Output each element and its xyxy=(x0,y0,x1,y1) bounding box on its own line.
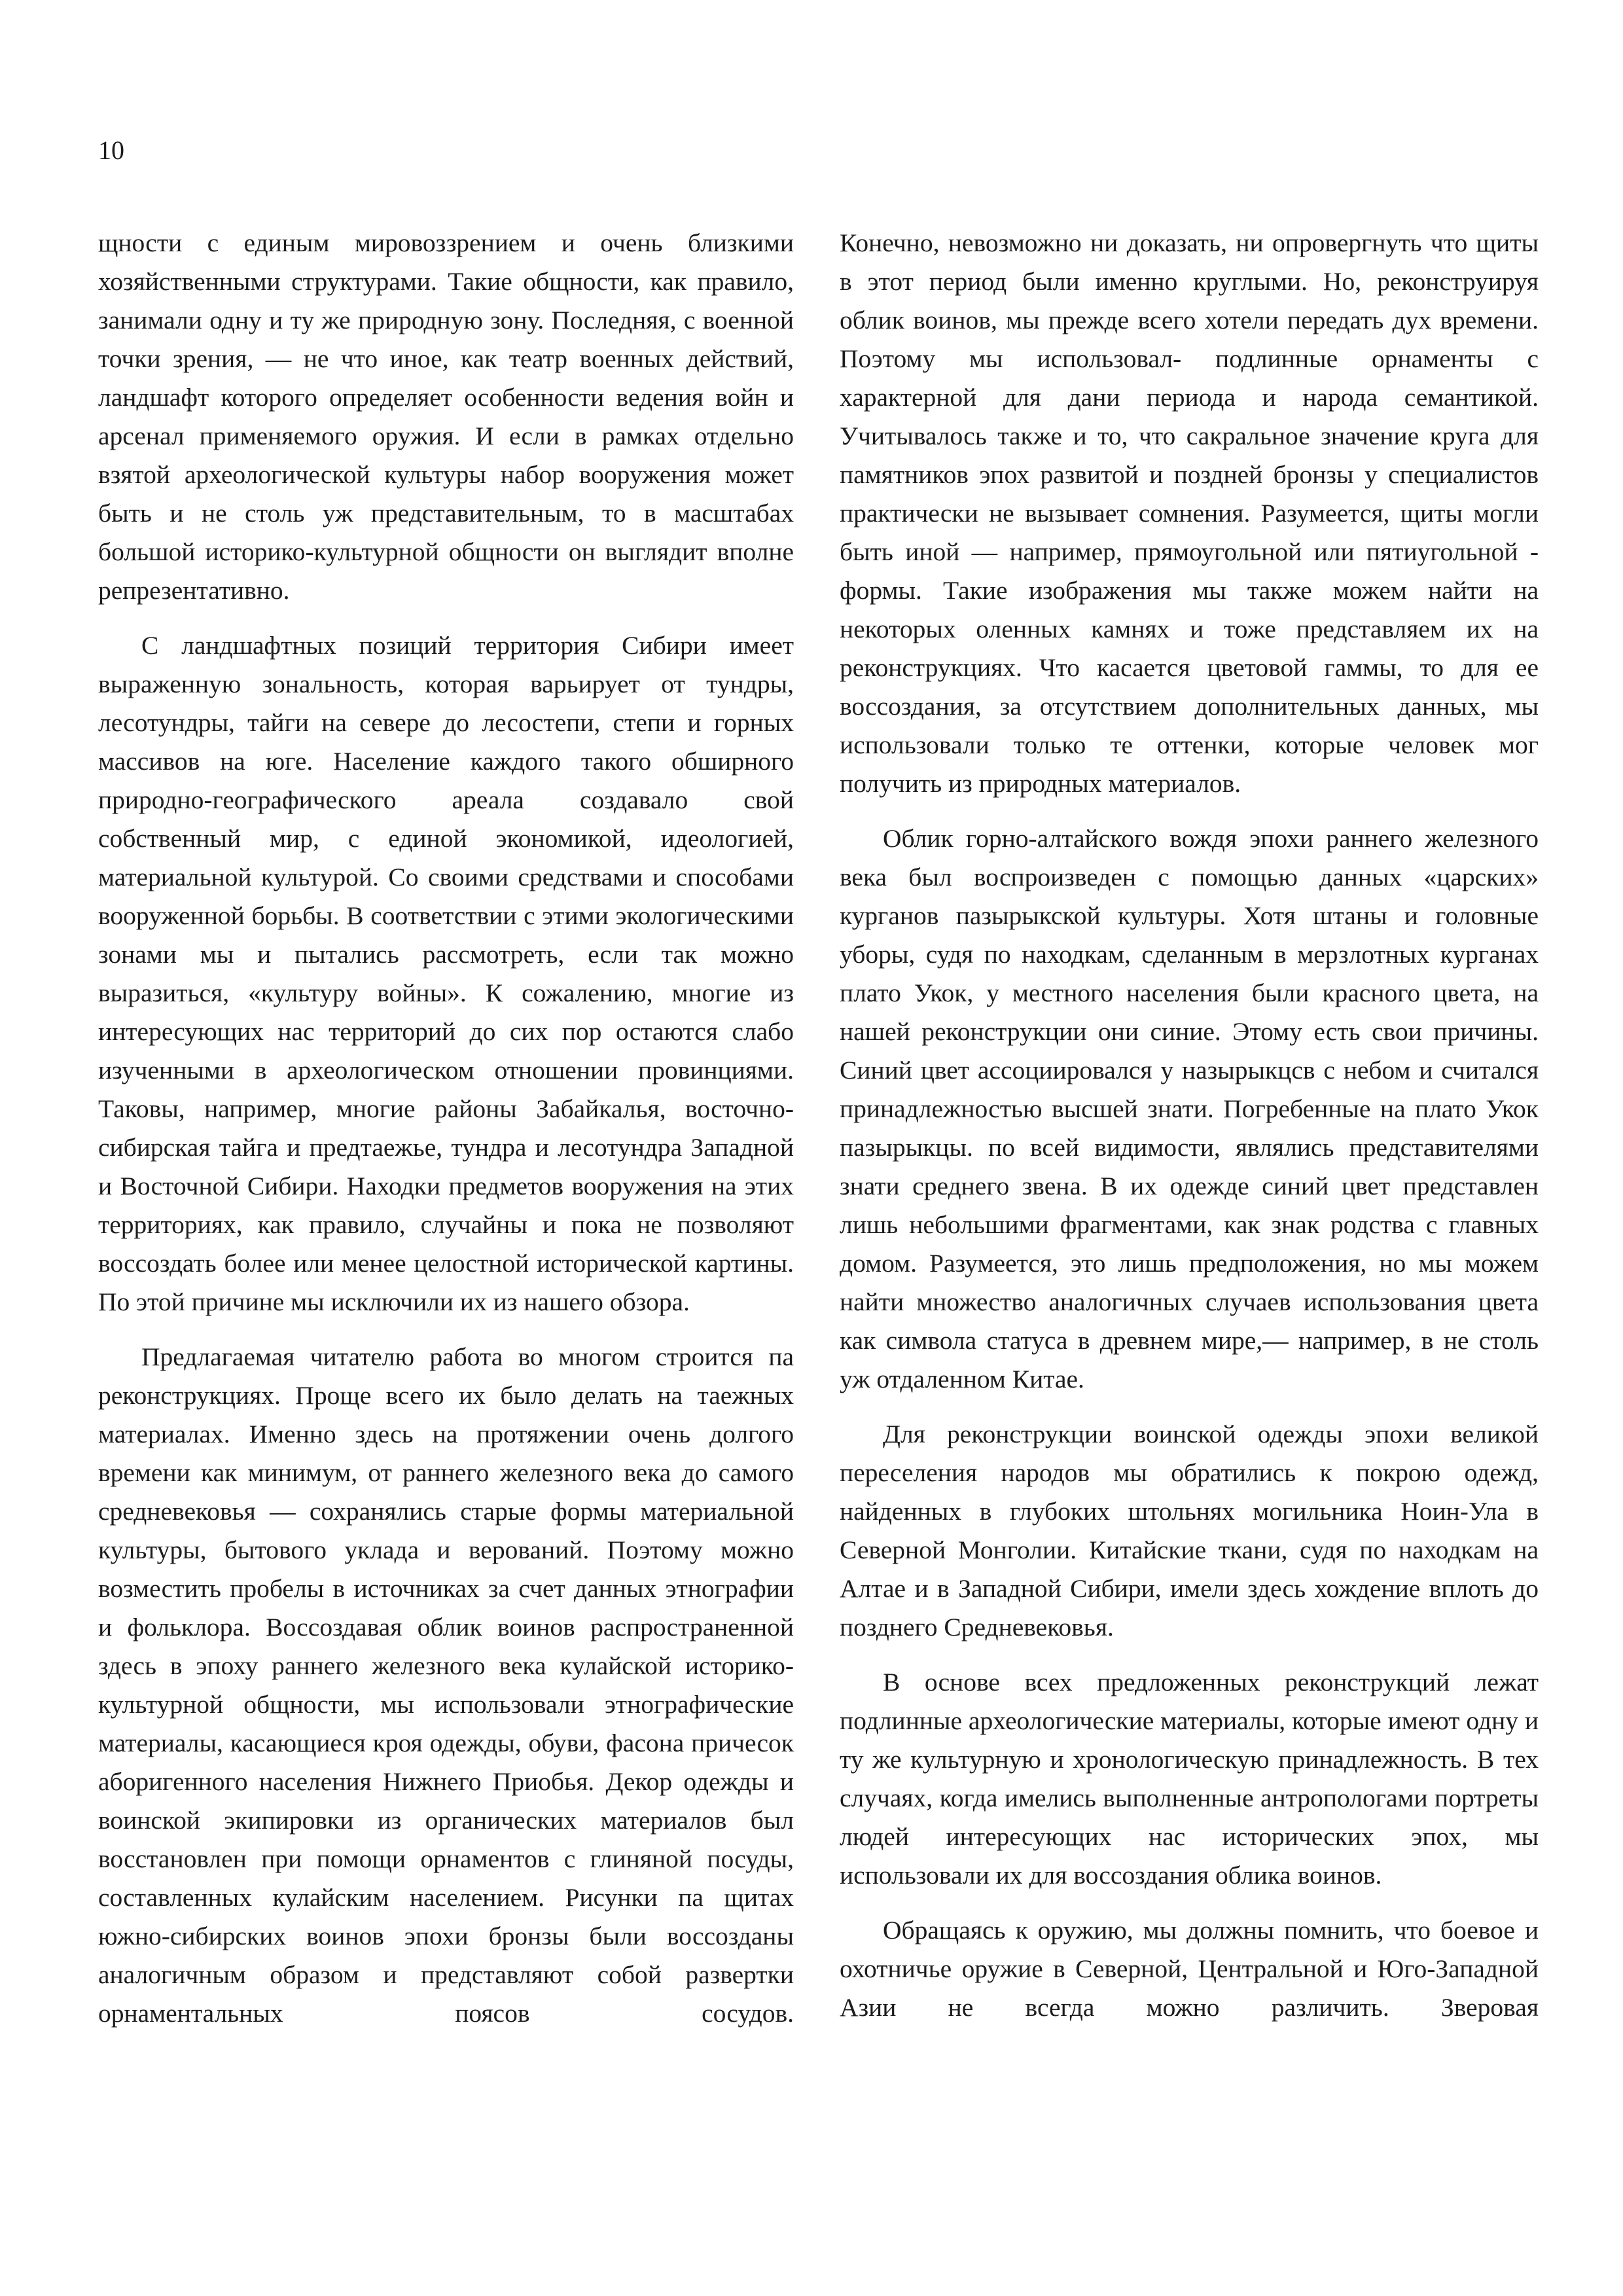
paragraph: С ландшафтных позиций территория Сибири имеет выраженную зональность, которая варьирует от тундры, лесотундры, тайги на севере до лесостепи, степи и горных массивов на юге. Население каждого такого обширного природно-географического ареала создавало свой собственный мир, с единой экономикой, идеологией, материальной культурой. Со своими средствами и способами вооруженной борьбы. В соответствии с этими экологическими зонами мы и пытались рассмотреть, если так можно выразиться, «культуру войны». К сожалению, многие из интересующих нас территорий до сих пор остаются слабо изученными в археологическом отношении провинциями. Таковы, например, многие районы Забайкалья, восточно-сибирская тайга и предтаежье, тундра и лесотундра Западной и Восточной Сибири. Находки предметов вооружения на этих территориях, как правило, случайны и пока не позволяют воссоздать более или менее целостной исторической картины. По этой причине мы исключили их из нашего обзора. xyxy=(98,631,794,1316)
left-column xyxy=(98,224,794,2049)
paragraph: Конечно, невозможно ни доказать, ни опровергнуть что щиты в этот период были именно круглыми. Но, реконструируя облик воинов, мы прежде всего хотели передать дух времени. Поэтому мы использовал- подлинные орнаменты с характерной для дани периода и народа семантикой. Учитывалось также и то, что сакральное значение круга для памятников эпох развитой и поздней бронзы у специалистов практически не вызывает сомнения. Разумеется, щиты могли быть иной — например, прямоугольной или пятиугольной - формы. Такие изображения мы также можем найти на некоторых оленных камнях и тоже представляем их на реконструкциях. Что касается цветовой гаммы, то для ее воссоздания, за отсутствием дополнительных данных, мы использовали только те оттенки, которые человек мог получить из природных материалов. xyxy=(840,228,1539,798)
paragraph: Облик горно-алтайского вождя эпохи раннего железного века был воспроизведен с помощью данных «царских» курганов пазырыкской культуры. Хотя штаны и головные уборы, судя по находкам, сделанным в мерзлотных курганах плато Укок, у местного населения были красного цвета, на нашей реконструкции они синие. Этому есть свои причины. Синий цвет ассоциировался у назырыкцсв с небом и считался принадлежностью высшей знати. Погребенные на плато Укок пазырыкцы. по всей видимости, являлись представителями знати среднего звена. В их одежде синий цвет представлен лишь небольшими фрагментами, как знак родства с главных домом. Разумеется, это лишь предположения, но мы можем найти множество аналогичных случаев использования цвета как символа статуса в древнем мире,— например, в не столь уж отдаленном Китае. xyxy=(840,824,1539,1393)
paragraph: щности с единым мировоззрением и очень близкими хозяйственными структурами. Такие общности, как правило, занимали одну и ту же природную зону. Последняя, с военной точки зрения, — не что иное, как театр военных действий, ландшафт которого определяет особенности ведения войн и арсенал применяемого оружия. И если в рамках отдельно взятой археологической культуры набор вооружения может быть и не столь уж представительным, то в масштабах большой историко-культурной общности он выглядит вполне репрезентативно. xyxy=(98,228,794,605)
paragraph: Обращаясь к оружию, мы должны помнить, что боевое и охотничье оружие в Северной, Центральной и Юго-Западной Азии не всегда можно различить. Зверовая xyxy=(840,1916,1539,2022)
paragraph: В основе всех предложенных реконструкций лежат подлинные археологические материалы, которые имеют одну и ту же культурную и хронологическую принадлежность. В тех случаях, когда имелись выполненные антропологами портреты людей интересующих нас исторических эпох, мы использовали их для воссоздания облика воинов. xyxy=(840,1668,1539,1890)
right-column xyxy=(840,224,1539,2043)
paragraph: Для реконструкции воинской одежды эпохи великой переселения народов мы обратились к покрою одежд, найденных в глубоких штольнях могильника Ноин-Ула в Северной Монголии. Китайские ткани, судя по находкам на Алтае и в Западной Сибири, имели здесь хождение вплоть до позднего Средневековья. xyxy=(840,1420,1539,1641)
paragraph: Предлагаемая читателю работа во многом строится па реконструкциях. Проще всего их было делать на таежных материалах. Именно здесь на протяжении очень долгого времени как минимум, от раннего железного века до самого средневековья — сохранялись старые формы материальной культуры, бытового уклада и верований. Поэтому можно возместить пробелы в источниках за счет данных этнографии и фольклора. Воссоздавая облик воинов распространенной здесь в эпоху раннего железного века кулайской историко-культурной общности, мы использовали этнографические материалы, касающиеся кроя одежды, обуви, фасона причесок аборигенного населения Нижнего Приобья. Декор одежды и воинской экипировки из органических материалов был восстановлен при помощи орнаментов с глиняной посуды, составленных кулайским населением. Рисунки па щитах южно-сибирских воинов эпохи бронзы были воссозданы аналогичным образом и представляют собой развертки орнаментальных поясов сосудов. xyxy=(98,1342,794,2028)
page-number: 10 xyxy=(98,135,124,165)
